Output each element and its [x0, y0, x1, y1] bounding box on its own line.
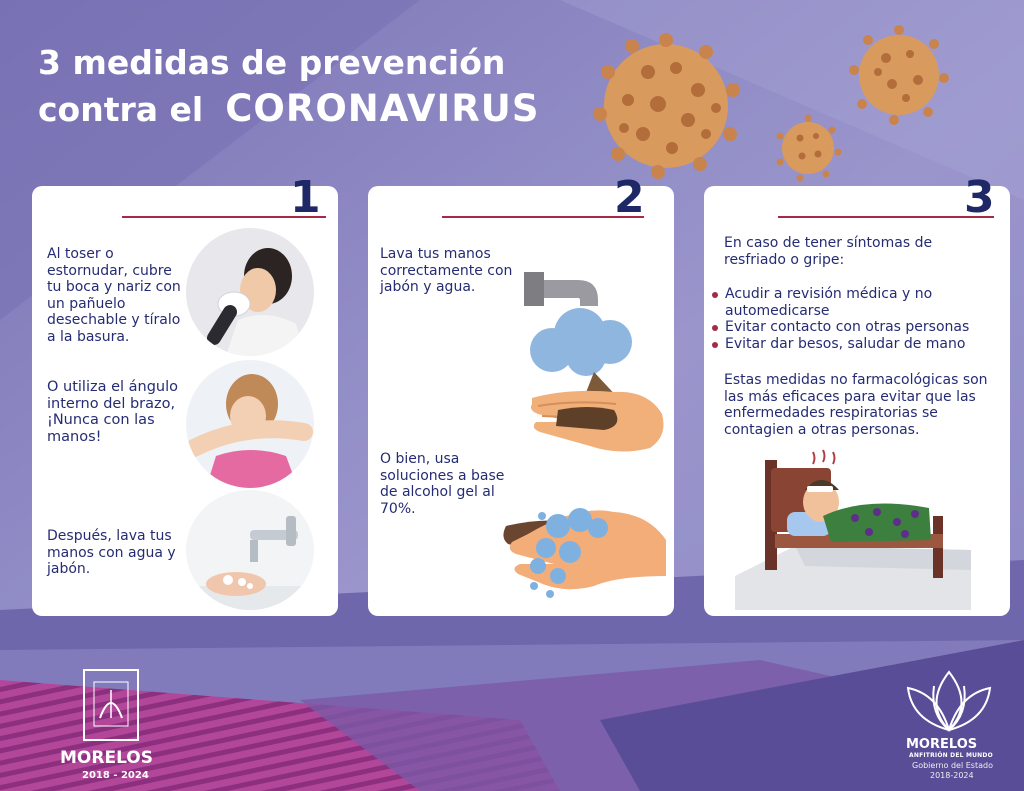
- card-1-number: 1: [290, 172, 321, 223]
- footer-right-years: 2018-2024: [930, 771, 974, 780]
- card-2-number: 2: [614, 172, 645, 223]
- footer-left-name: MORELOS: [60, 748, 153, 768]
- card-1-text-3: Después, lava tus manos con agua y jabón.: [47, 528, 176, 577]
- lotus-logo-icon: [904, 664, 994, 736]
- sick-bed-icon: [735, 446, 971, 610]
- card-3-rule: [778, 216, 994, 218]
- card-2-text-1: Lava tus manos correctamente con jabón y agua.: [380, 246, 513, 295]
- hands-icon: [528, 370, 668, 456]
- title-prefix: contra el: [38, 90, 204, 129]
- title-line-2: [38, 86, 539, 133]
- card-3-closing: Estas medidas no farmacológicas son las más eficaces para evitar que las enfermedades respiratorias se contagien a otras personas.: [724, 372, 988, 438]
- hands-icon: [498, 494, 670, 604]
- card-2-text-2: O bien, usa soluciones a base de alcohol gel al 70%.: [380, 451, 505, 517]
- state-seal-icon: [82, 668, 140, 742]
- virus-icon: [848, 24, 950, 126]
- card-3-intro: En caso de tener síntomas de resfriado o gripe:: [724, 235, 933, 268]
- sneezing-tissue-photo: [186, 228, 314, 356]
- footer-right-name: MORELOS: [906, 737, 978, 752]
- page-title: [38, 40, 539, 133]
- card-1-text-1: Al toser o estornudar, cubre tu boca y nariz con un pañuelo desechable y tíralo a la basura.: [47, 246, 181, 345]
- card-3-bullets: [710, 286, 1000, 352]
- virus-icon: [774, 114, 842, 182]
- footer-left-years: 2018 - 2024: [82, 770, 149, 781]
- virus-icon: [588, 30, 748, 180]
- elbow-cough-photo: [186, 360, 314, 488]
- list-item: Evitar dar besos, saludar de mano: [710, 336, 1000, 353]
- water-cloud-icon: [526, 306, 638, 378]
- footer-right-gov: Gobierno del Estado: [912, 761, 993, 770]
- card-1-text-2: O utiliza el ángulo interno del brazo, ¡Nunca con las manos!: [47, 379, 179, 445]
- handwashing-photo: [186, 490, 314, 610]
- title-emphasis: CORONAVIRUS: [225, 87, 540, 130]
- card-3-number: 3: [964, 172, 995, 223]
- title-line-1: 3 medidas de prevención: [38, 43, 506, 82]
- list-item: Acudir a revisión médica y no automedicarse: [710, 286, 1000, 319]
- list-item: Evitar contacto con otras personas: [710, 319, 1000, 336]
- footer-right-tagline: ANFITRIÓN DEL MUNDO: [909, 752, 993, 759]
